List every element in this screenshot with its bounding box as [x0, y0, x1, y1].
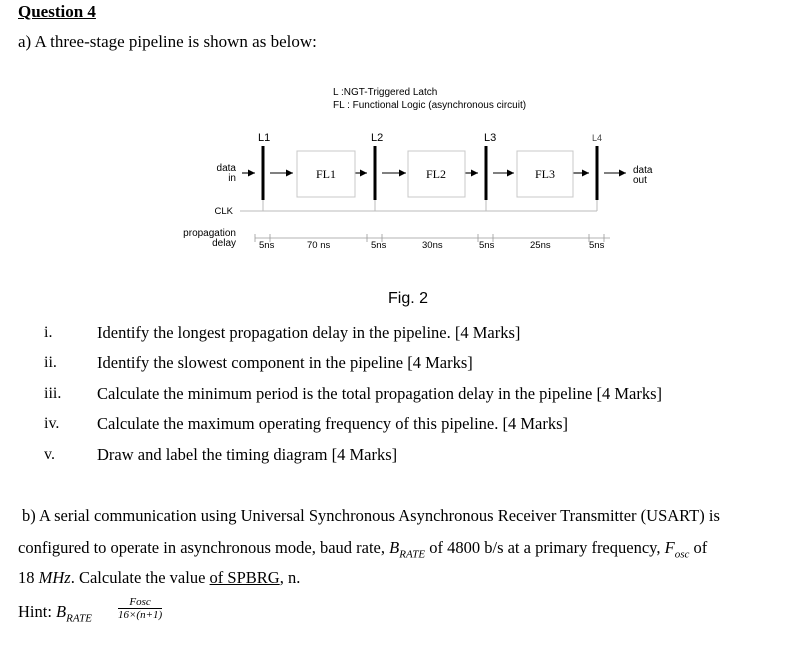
fl1-label: FL1	[315, 167, 337, 181]
delay-l1: 5ns	[259, 240, 275, 251]
q4-text: Calculate the maximum operating frequency of this pipeline. [4 Marks]	[97, 414, 569, 433]
question-heading: Question 4	[18, 2, 96, 21]
hint-fraction: Fosc 16×(n+1)	[118, 596, 163, 621]
latch-label-l3: L3	[484, 132, 497, 144]
delay-l3: 5ns	[479, 240, 495, 251]
delay-fl3: 25ns	[530, 240, 551, 251]
part-b-line2: configured to operate in asynchronous mode, baud rate, $B_{RATE}$ of 4800 b/s at a primary frequency, $F_{osc}$ of	[18, 538, 708, 561]
part-a-intro: a) A three-stage pipeline is shown as below:	[18, 32, 317, 51]
part-b-line1: b) A serial communication using Universal Synchronous Asynchronous Receiver Transmitter (USART) is	[22, 506, 720, 525]
delay-fl2: 30ns	[422, 240, 443, 251]
q3-text: Calculate the minimum period is the total propagation delay in the pipeline [4 Marks]	[97, 384, 662, 403]
figure-caption: Fig. 2	[388, 290, 429, 307]
propagation-line2: delay	[212, 238, 236, 249]
fl2-label: FL2	[425, 167, 447, 181]
latch-label-l2: L2	[371, 132, 384, 144]
pipeline-figure	[0, 0, 790, 310]
propagation-line1: propagation	[183, 228, 236, 239]
hint: Hint: $B_{RATE}$ Fosc 16×(n+1)	[18, 596, 163, 625]
q3-number: iii.	[44, 385, 62, 402]
data-in-line2: in	[228, 173, 236, 184]
data-out-line1: data	[633, 165, 653, 176]
fl3-label: FL3	[534, 167, 556, 181]
part-b-line3: 18 MHz. Calculate the value of SPBRG, n.	[18, 568, 301, 587]
q5-number: v.	[44, 446, 55, 463]
delay-l2: 5ns	[371, 240, 387, 251]
delay-fl1: 70 ns	[307, 240, 331, 251]
clk-label: CLK	[214, 206, 233, 217]
q2-number: ii.	[44, 354, 57, 371]
data-in-line1: data	[216, 163, 236, 174]
data-out-line2: out	[633, 175, 647, 186]
delay-l4: 5ns	[589, 240, 605, 251]
q1-text: Identify the longest propagation delay in the pipeline. [4 Marks]	[97, 323, 521, 342]
q1-number: i.	[44, 324, 53, 341]
legend-latch: L :NGT-Triggered Latch	[333, 87, 438, 98]
q4-number: iv.	[44, 415, 60, 432]
legend-logic: FL : Functional Logic (asynchronous circuit)	[333, 100, 527, 111]
q5-text: Draw and label the timing diagram [4 Marks]	[97, 445, 398, 464]
latch-label-l1: L1	[258, 132, 271, 144]
q2-text: Identify the slowest component in the pipeline [4 Marks]	[97, 353, 473, 372]
spbrg-link[interactable]: of SPBRG	[209, 568, 280, 587]
latch-label-l4: L4	[592, 133, 603, 143]
